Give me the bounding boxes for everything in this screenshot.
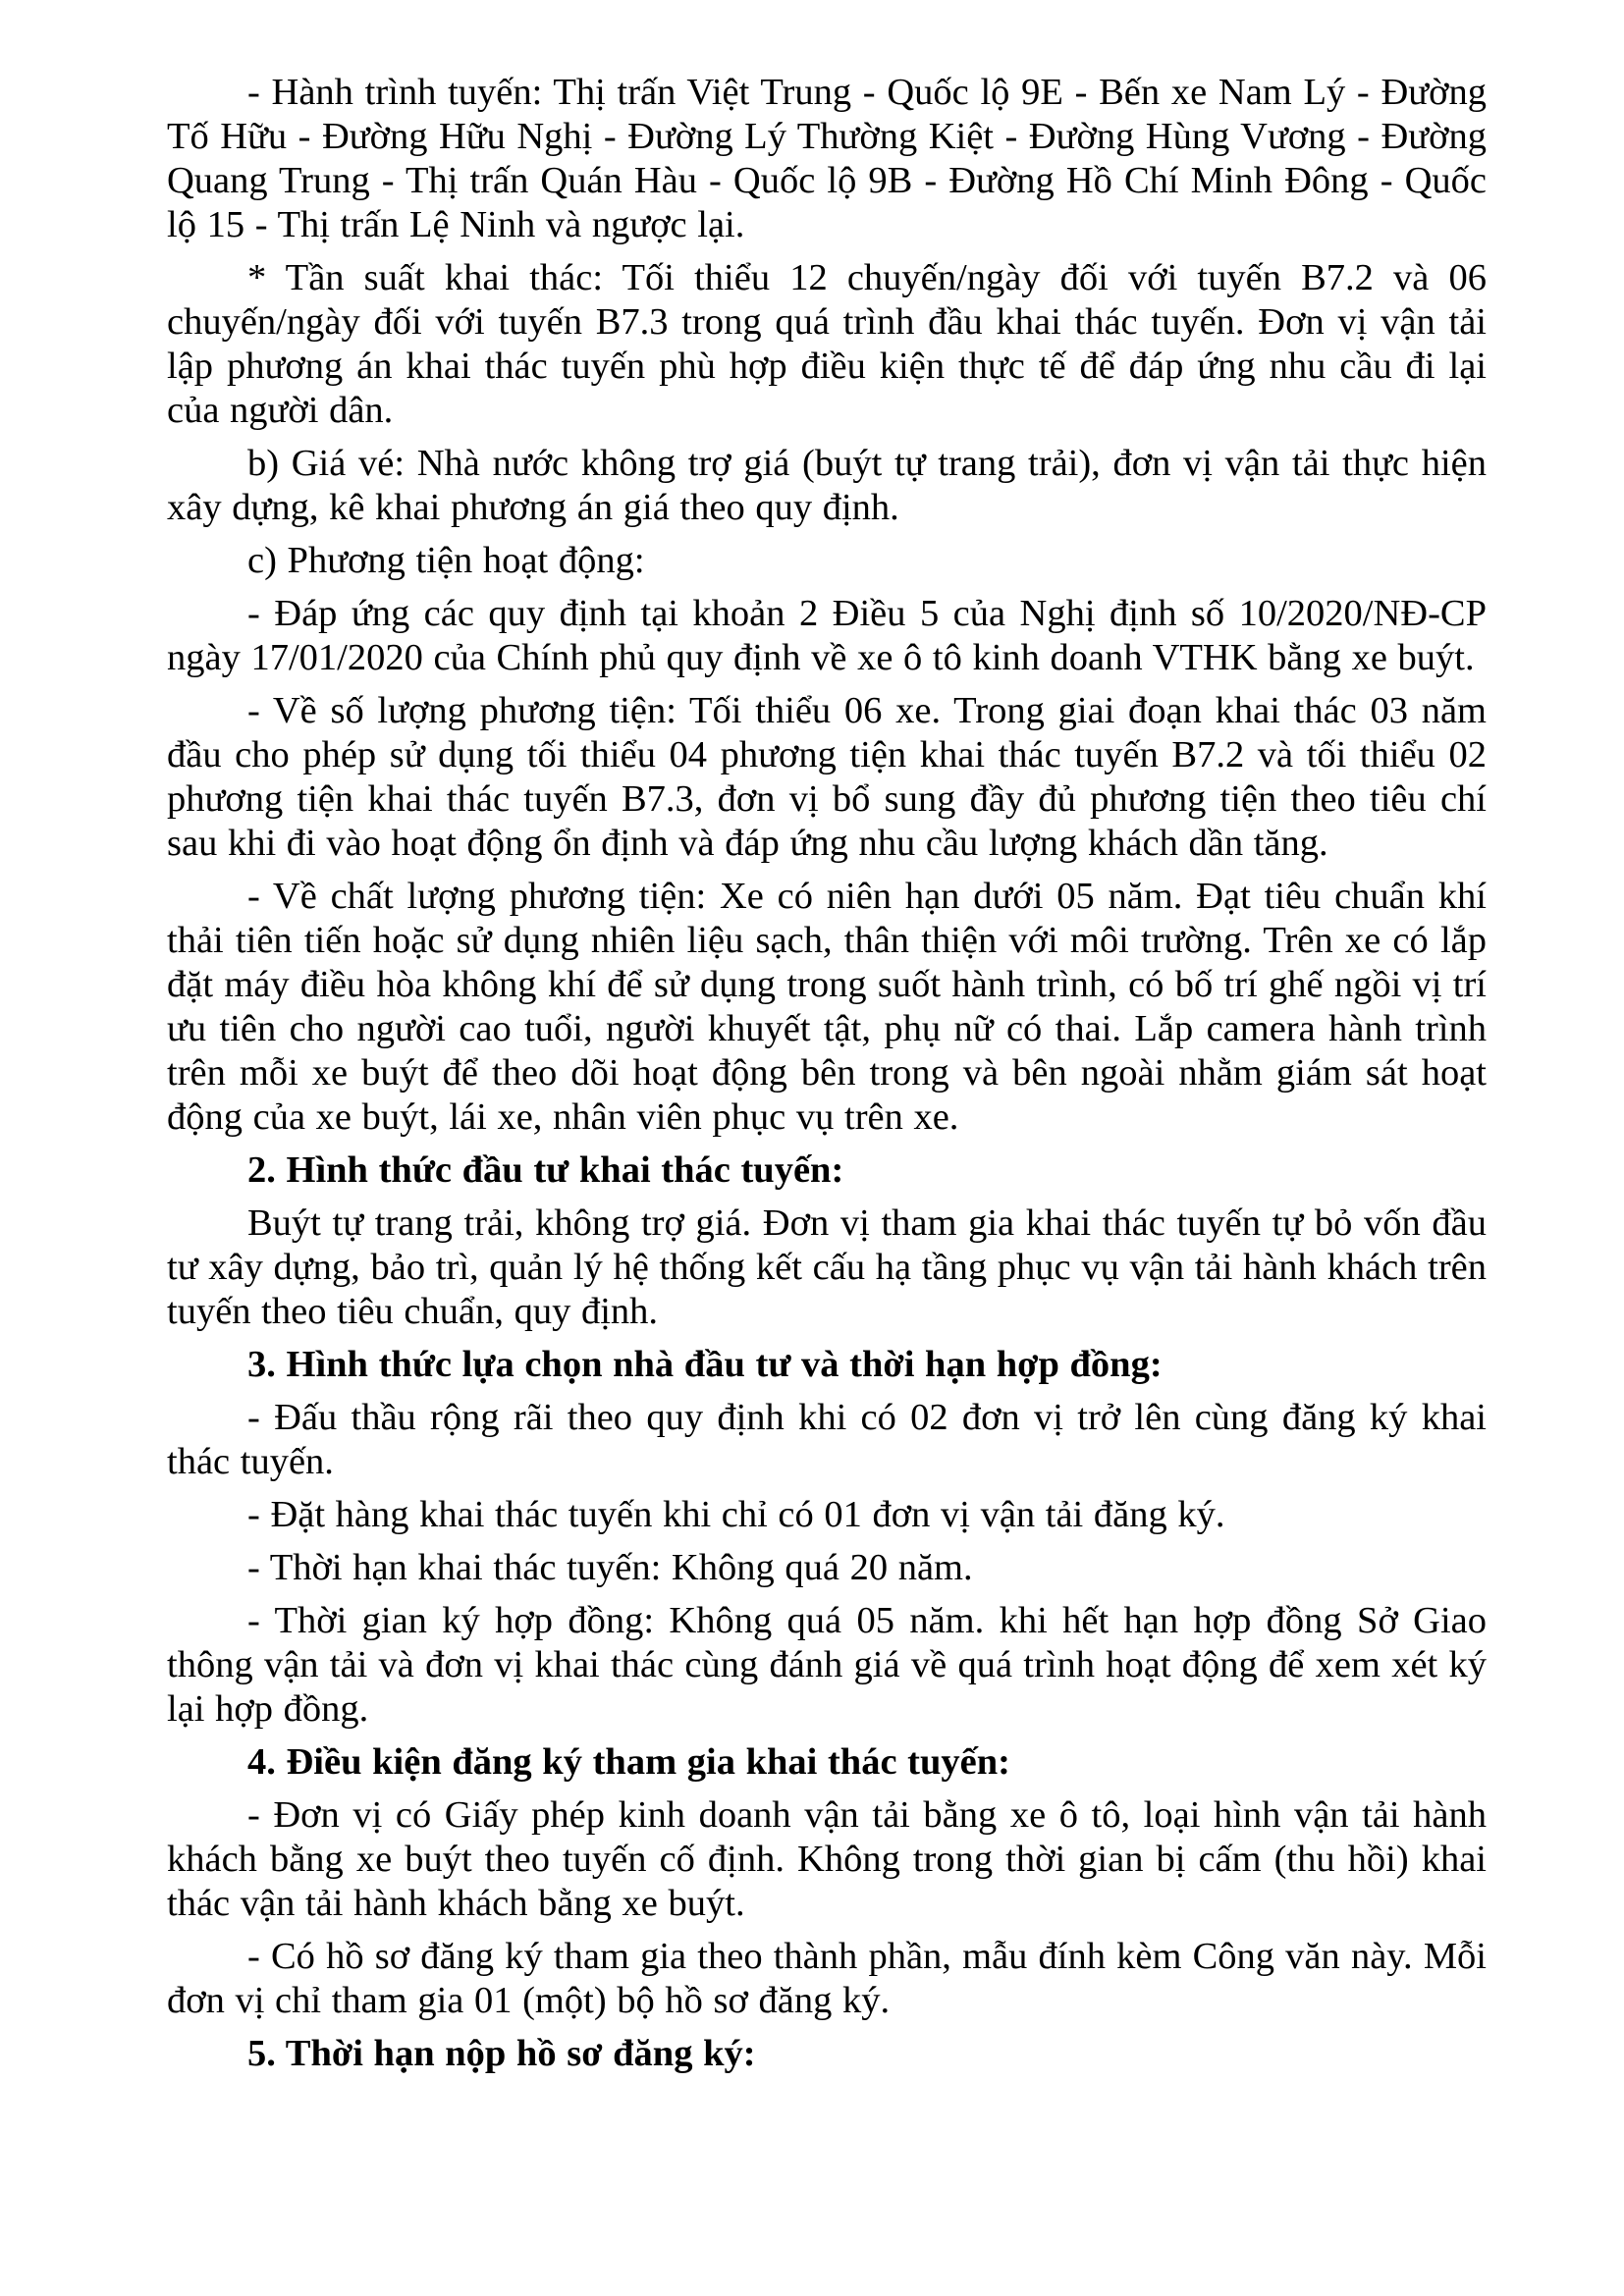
section-heading-4: 4. Điều kiện đăng ký tham gia khai thác tuyến: (247, 1741, 1010, 1783)
paragraph-route-itinerary: - Hành trình tuyến: Thị trấn Việt Trung - Quốc lộ 9E - Bến xe Nam Lý - Đường Tố Hữu - Đường Hữu Nghị - Đường Lý Thường Kiệt - Đường Hùng Vương - Đường Quang Trung - Thị trấn Quán Hàu - Quốc lộ 9B - Đường Hồ Chí Minh Đông - Quốc lộ 15 - Thị trấn Lệ Ninh và ngược lại. (167, 72, 1487, 245)
paragraph-registration-dossier: - Có hồ sơ đăng ký tham gia theo thành phần, mẫu đính kèm Công văn này. Mỗi đơn vị chỉ tham gia 01 (một) bộ hồ sơ đăng ký. (167, 1936, 1487, 2021)
paragraph-vehicles-label: c) Phương tiện hoạt động: (247, 540, 645, 581)
section-heading-2: 2. Hình thức đầu tư khai thác tuyến: (247, 1149, 844, 1191)
paragraph-decree-compliance: - Đáp ứng các quy định tại khoản 2 Điều 5 của Nghị định số 10/2020/NĐ-CP ngày 17/01/2020 của Chính phủ quy định về xe ô tô kinh doanh VTHK bằng xe buýt. (167, 593, 1487, 678)
paragraph-business-license: - Đơn vị có Giấy phép kinh doanh vận tải bằng xe ô tô, loại hình vận tải hành khách bằng xe buýt theo tuyến cố định. Không trong thời gian bị cấm (thu hồi) khai thác vận tải hành khách bằng xe buýt. (167, 1794, 1487, 1924)
section-heading-5: 5. Thời hạn nộp hồ sơ đăng ký: (247, 2033, 756, 2074)
paragraph-direct-order: - Đặt hàng khai thác tuyến khi chỉ có 01 đơn vị vận tải đăng ký. (247, 1494, 1225, 1535)
paragraph-investment-form: Buýt tự trang trải, không trợ giá. Đơn vị tham gia khai thác tuyến tự bỏ vốn đầu tư xây dựng, bảo trì, quản lý hệ thống kết cấu hạ tầng phục vụ vận tải hành khách trên tuyến theo tiêu chuẩn, quy định. (167, 1202, 1487, 1332)
section-heading-3: 3. Hình thức lựa chọn nhà đầu tư và thời hạn hợp đồng: (247, 1344, 1163, 1385)
paragraph-contract-term: - Thời gian ký hợp đồng: Không quá 05 năm. khi hết hạn hợp đồng Sở Giao thông vận tải và đơn vị khai thác cùng đánh giá về quá trình hoạt động để xem xét ký lại hợp đồng. (167, 1600, 1487, 1730)
paragraph-service-frequency: * Tần suất khai thác: Tối thiểu 12 chuyến/ngày đối với tuyến B7.2 và 06 chuyến/ngày đối với tuyến B7.3 trong quá trình đầu khai thác tuyến. Đơn vị vận tải lập phương án khai thác tuyến phù hợp điều kiện thực tế để đáp ứng nhu cầu đi lại của người dân. (167, 257, 1487, 431)
paragraph-fare: b) Giá vé: Nhà nước không trợ giá (buýt tự trang trải), đơn vị vận tải thực hiện xây dựng, kê khai phương án giá theo quy định. (167, 443, 1487, 528)
paragraph-open-bidding: - Đấu thầu rộng rãi theo quy định khi có 02 đơn vị trở lên cùng đăng ký khai thác tuyến. (167, 1397, 1487, 1482)
paragraph-vehicle-quantity: - Về số lượng phương tiện: Tối thiểu 06 xe. Trong giai đoạn khai thác 03 năm đầu cho phép sử dụng tối thiểu 04 phương tiện khai thác tuyến B7.2 và tối thiểu 02 phương tiện khai thác tuyến B7.3, đơn vị bổ sung đầy đủ phương tiện theo tiêu chí sau khi đi vào hoạt động ổn định và đáp ứng nhu cầu lượng khách dần tăng. (167, 690, 1487, 864)
paragraph-vehicle-quality: - Về chất lượng phương tiện: Xe có niên hạn dưới 05 năm. Đạt tiêu chuẩn khí thải tiên tiến hoặc sử dụng nhiên liệu sạch, thân thiện với môi trường. Trên xe có lắp đặt máy điều hòa không khí để sử dụng trong suốt hành trình, có bố trí ghế ngồi vị trí ưu tiên cho người cao tuổi, người khuyết tật, phụ nữ có thai. Lắp camera hành trình trên mỗi xe buýt để theo dõi hoạt động bên trong và bên ngoài nhằm giám sát hoạt động của xe buýt, lái xe, nhân viên phục vụ trên xe. (167, 876, 1487, 1138)
paragraph-exploitation-term: - Thời hạn khai thác tuyến: Không quá 20 năm. (247, 1547, 973, 1588)
